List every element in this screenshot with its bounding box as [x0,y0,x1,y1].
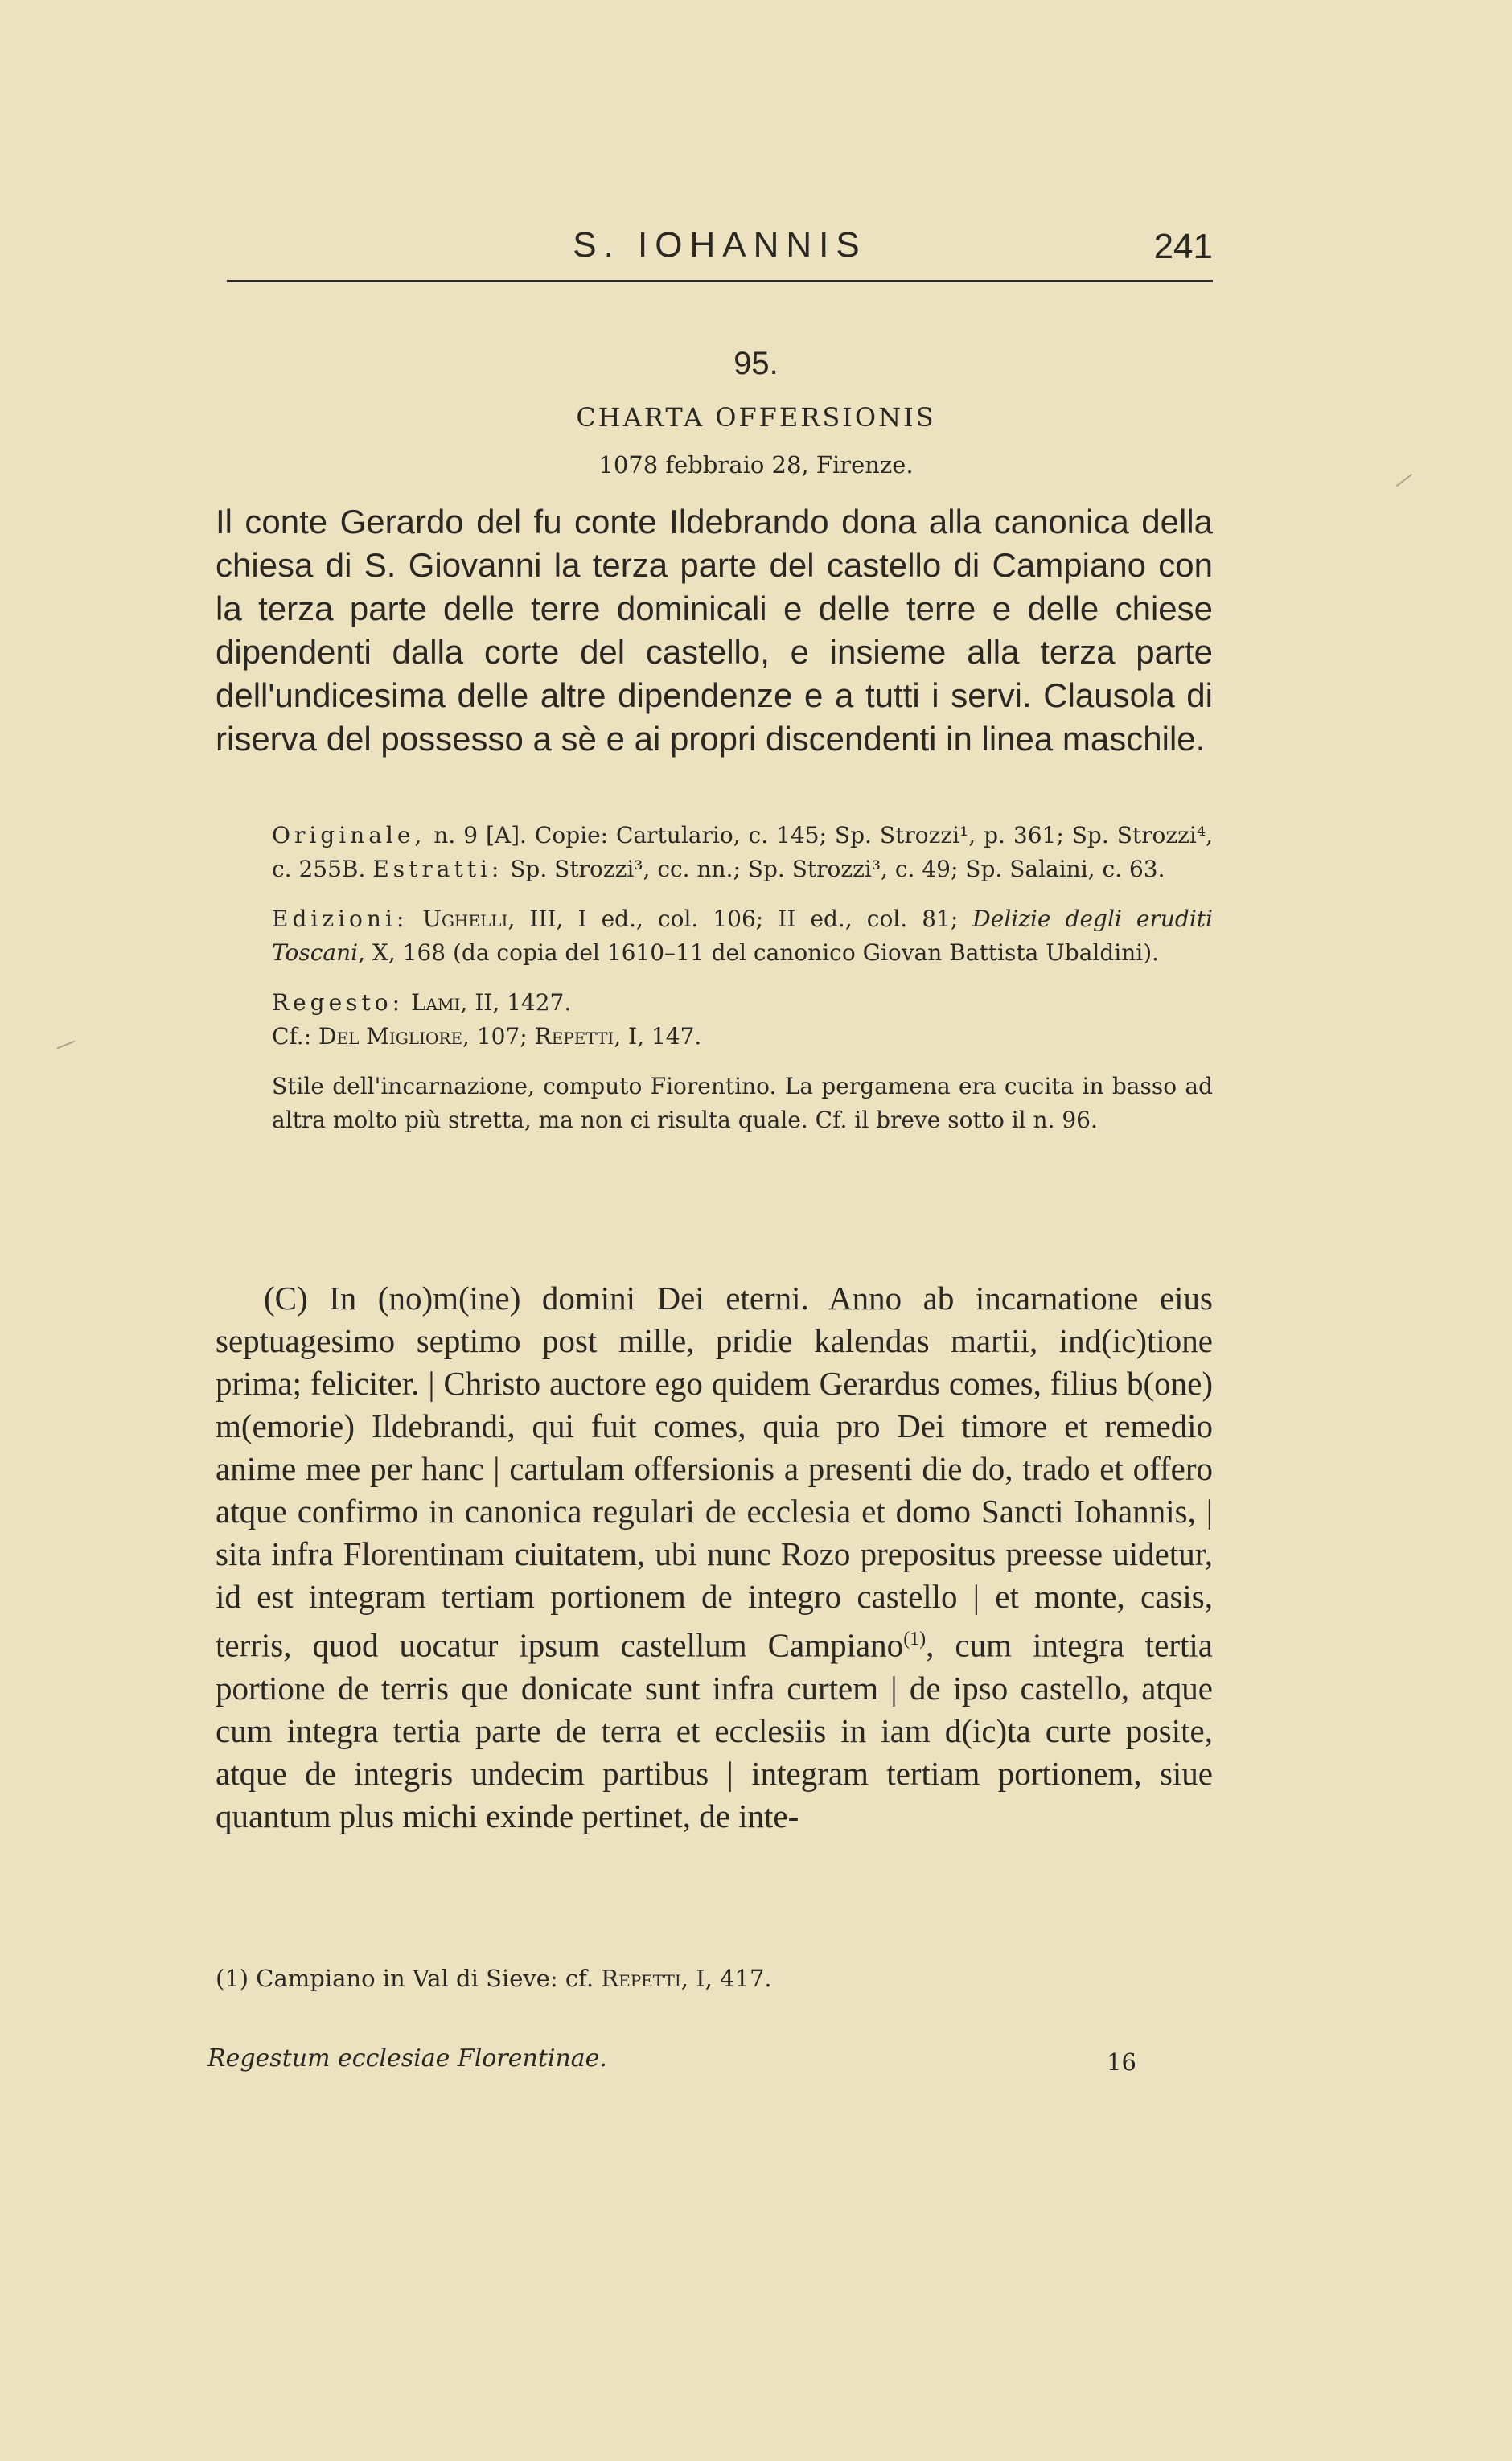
editions-text-1: , III, I ed., col. 106; II ed., col. 81; [507,906,973,932]
critical-apparatus [216,819,1213,1153]
document-title: CHARTA OFFERSIONIS [576,402,936,433]
paper-mark [56,1041,75,1050]
footnote-text-1: Campiano in Val di Sieve: cf. [249,1965,602,1992]
cf-paragraph [216,1020,1213,1054]
editions-text-2: , X, 168 (da copia del 1610–11 del canonico Giovan Battista Ubaldini). [358,939,1160,966]
charter-text-before-note: (C) In (no)m(ine) domini Dei eterni. Anno ab incarnatione eius septuagesimo septimo post mille, pridie kalendas martii, ind(ic)tione prima; feliciter. | Christo auctore ego quidem Gerardus comes, filius b(one) m(emorie) Ildebrandi, qui fuit comes, quia pro Dei timore et remedio anime mee per hanc | cartulam offersionis a presenti die do, trado et offero atque confirmo in canonica regulari de ecclesia et domo Sancti Iohannis, | sita infra Florentinam ciuitatem, ubi nunc Rozo prepositus preesse uidetur, id est integram tertiam portionem de integro castello | et monte, casis, terris, quod uocatur ipsum castellum Campiano [216,1280,1213,1664]
running-title: S. IOHANNIS [573,225,867,265]
cf-text-2: , I, 147. [614,1023,702,1050]
charter-paragraph [216,1277,1213,1838]
footnote-author: Repetti [601,1965,681,1992]
footer-signature: 16 [1107,2048,1136,2076]
regesto-author: Lami [410,989,461,1016]
cf-author-2: Repetti [534,1023,614,1050]
document-summary: Il conte Gerardo del fu conte Ildebrando dona alla canonica della chiesa di S. Giovanni la terza parte del castello di Campiano con la terza parte delle terre dominicali e delle terre e delle chiese dipendenti dalla corte del castello, e insieme alla terza parte dell'undicesima delle altre dipendenze e a tutti i servi. Clausola di riserva del possesso a sè e ai propri discendenti in linea maschile. [216,503,1213,758]
cf-text-1: , 107; [462,1023,535,1050]
regesto-paragraph [216,986,1213,1020]
cf-label: Cf.: [272,1023,312,1050]
header-rule [227,280,1213,282]
editions-author: Ughelli [422,906,508,932]
charter-text-after-note: , cum integra tertia portione de terris que donicate sunt infra curtem | de ipso castello, atque cum integra tertia parte de terra et ecclesiis in iam d(ic)ta curte posite, atque de integris undecim partibus | integram tertiam portionem, siue quantum plus michi exinde pertinet, de inte- [216,1626,1213,1834]
footnote [216,1962,1213,1995]
page-number: 241 [1153,227,1213,266]
charter-text [216,1277,1213,1838]
original-text: n. 9 [A]. Copie: Cartulario, c. 145; Sp. Strozzi¹, p. 361; Sp. Strozzi⁴, c. 255B. [272,822,1213,882]
regesto-label: Regesto: [272,989,405,1016]
original-label: Originale, [272,822,426,848]
document-date: 1078 febbraio 28, Firenze. [598,451,914,479]
cf-author-1: Del Migliore [318,1023,463,1050]
regesto-text: , II, 1427. [460,989,572,1016]
extracts-label: Estratti: [372,856,503,882]
editions-label: Edizioni: [272,906,409,932]
footnote-marker: (1) [903,1629,927,1650]
document-number: 95. [733,346,779,381]
editions-italic-title: Delizie degli eruditi Toscani [272,906,1213,966]
footnote-text-2: , I, 417. [680,1965,772,1992]
page-header [227,219,1213,277]
footnote-number: (1) [216,1965,249,1992]
editions-paragraph [216,902,1213,970]
extracts-text: Sp. Strozzi³, cc. nn.; Sp. Strozzi³, c. 49; Sp. Salaini, c. 63. [510,856,1165,882]
footer-series-title: Regestum ecclesiae Florentinae. [207,2044,607,2073]
sources-paragraph [216,819,1213,886]
remark-paragraph: Stile dell'incarnazione, computo Fiorentino. La pergamena era cucita in basso ad altra molto più stretta, ma non ci risulta quale. Cf. il breve sotto il n. 96. [272,1073,1213,1133]
